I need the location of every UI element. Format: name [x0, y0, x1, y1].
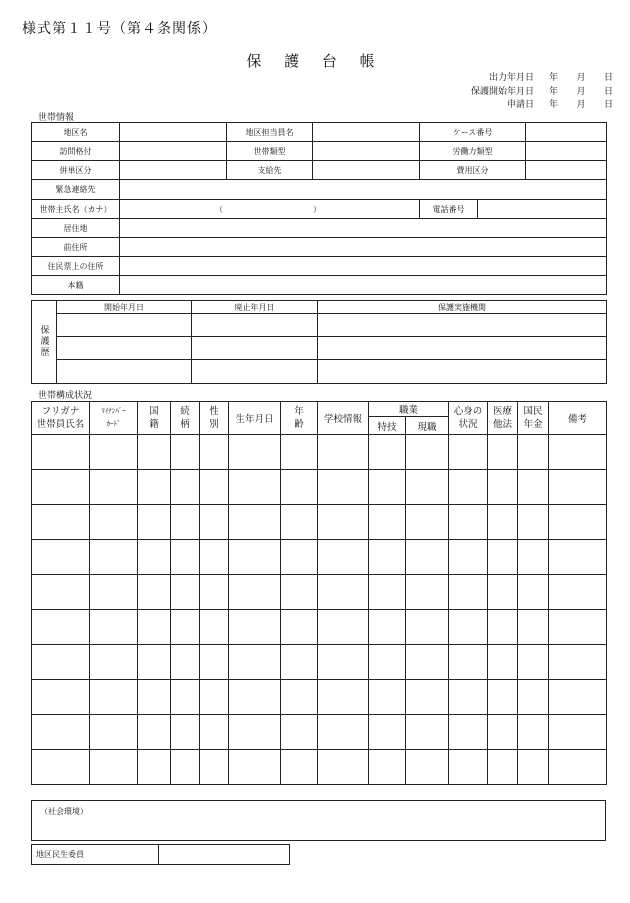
member-cell[interactable] [171, 470, 200, 505]
col-medical-header: 医療 他法 [488, 402, 518, 435]
member-cell[interactable] [406, 470, 449, 505]
col-relation-header: 続 柄 [171, 402, 200, 435]
col-remarks-header: 備考 [549, 402, 607, 435]
member-row [32, 680, 607, 715]
member-cell[interactable] [549, 575, 607, 610]
history-cell[interactable] [192, 360, 318, 384]
history-cell[interactable] [57, 360, 192, 384]
social-environment-box[interactable] [31, 800, 606, 841]
members-table [31, 401, 607, 785]
member-row [32, 470, 607, 505]
member-cell[interactable] [449, 575, 488, 610]
member-cell[interactable] [171, 575, 200, 610]
member-cell[interactable] [488, 435, 518, 470]
member-cell[interactable] [229, 435, 281, 470]
member-row [32, 610, 607, 645]
social-environment-label: （社会環境） [40, 807, 88, 816]
history-cell[interactable] [57, 337, 192, 360]
member-cell[interactable] [229, 575, 281, 610]
member-cell[interactable] [171, 540, 200, 575]
member-cell[interactable] [518, 540, 549, 575]
member-cell[interactable] [449, 540, 488, 575]
work-capacity-type-label: 労働力類型 [420, 142, 526, 161]
member-cell[interactable] [318, 435, 369, 470]
member-cell[interactable] [171, 750, 200, 785]
member-cell[interactable] [318, 470, 369, 505]
member-cell[interactable] [549, 680, 607, 715]
col-pension-header: 国民 年金 [518, 402, 549, 435]
household-info-section-label: 世帯情報 [38, 113, 75, 123]
member-cell[interactable] [32, 505, 90, 540]
member-cell[interactable] [449, 680, 488, 715]
member-cell[interactable] [449, 505, 488, 540]
member-cell[interactable] [549, 715, 607, 750]
member-cell[interactable] [229, 645, 281, 680]
member-row [32, 645, 607, 680]
history-start-date-header: 開始年月日 [57, 301, 192, 314]
household-info-table [31, 122, 607, 295]
member-cell[interactable] [369, 505, 406, 540]
district-worker-value[interactable] [313, 123, 420, 142]
member-cell[interactable] [281, 540, 318, 575]
history-cell[interactable] [192, 337, 318, 360]
member-cell[interactable] [406, 750, 449, 785]
member-cell[interactable] [200, 680, 229, 715]
payee-label: 支給先 [227, 161, 313, 180]
col-name-header: フリガナ 世帯員氏名 [32, 402, 90, 435]
member-cell[interactable] [138, 505, 171, 540]
phone-label: 電話番号 [420, 200, 478, 219]
district-worker-label: 地区担当員名 [227, 123, 313, 142]
member-cell[interactable] [488, 645, 518, 680]
history-cell[interactable] [192, 314, 318, 337]
member-cell[interactable] [406, 505, 449, 540]
case-number-value[interactable] [526, 123, 607, 142]
member-cell[interactable] [138, 610, 171, 645]
member-cell[interactable] [518, 435, 549, 470]
member-cell[interactable] [171, 505, 200, 540]
member-cell[interactable] [171, 715, 200, 750]
member-cell[interactable] [138, 645, 171, 680]
member-cell[interactable] [488, 750, 518, 785]
member-cell[interactable] [281, 470, 318, 505]
member-cell[interactable] [549, 750, 607, 785]
concurrent-value[interactable] [120, 161, 227, 180]
member-cell[interactable] [406, 435, 449, 470]
member-cell[interactable] [318, 540, 369, 575]
member-cell[interactable] [138, 575, 171, 610]
history-cell[interactable] [57, 314, 192, 337]
member-cell[interactable] [369, 715, 406, 750]
member-cell[interactable] [138, 470, 171, 505]
member-cell[interactable] [369, 750, 406, 785]
member-row [32, 715, 607, 750]
col-skill-header: 特技 [369, 417, 406, 435]
member-cell[interactable] [281, 715, 318, 750]
member-cell[interactable] [281, 750, 318, 785]
member-cell[interactable] [281, 645, 318, 680]
member-cell[interactable] [229, 540, 281, 575]
member-cell[interactable] [449, 750, 488, 785]
previous-address-value[interactable] [120, 238, 607, 257]
residence-label: 居住地 [32, 219, 120, 238]
history-cell[interactable] [318, 314, 607, 337]
member-cell[interactable] [200, 645, 229, 680]
member-cell[interactable] [32, 715, 90, 750]
member-cell[interactable] [281, 680, 318, 715]
member-cell[interactable] [518, 575, 549, 610]
domicile-label: 本籍 [32, 276, 120, 295]
member-cell[interactable] [318, 680, 369, 715]
member-cell[interactable] [318, 575, 369, 610]
member-cell[interactable] [229, 610, 281, 645]
member-cell[interactable] [318, 610, 369, 645]
member-cell[interactable] [518, 610, 549, 645]
member-cell[interactable] [171, 645, 200, 680]
col-sex-header: 性 別 [200, 402, 229, 435]
member-cell[interactable] [90, 645, 138, 680]
member-cell[interactable] [488, 470, 518, 505]
member-cell[interactable] [229, 750, 281, 785]
member-cell[interactable] [229, 470, 281, 505]
concurrent-label: 併単区分 [32, 161, 120, 180]
member-cell[interactable] [90, 715, 138, 750]
member-cell[interactable] [549, 645, 607, 680]
member-cell[interactable] [90, 470, 138, 505]
member-cell[interactable] [90, 540, 138, 575]
application-date-units: 年 月 日 [549, 100, 613, 110]
member-cell[interactable] [200, 575, 229, 610]
member-cell[interactable] [229, 505, 281, 540]
col-nationality-header: 国 籍 [138, 402, 171, 435]
members-section-label: 世帯構成状況 [38, 391, 93, 401]
member-cell[interactable] [518, 505, 549, 540]
member-row [32, 540, 607, 575]
household-type-value[interactable] [313, 142, 420, 161]
welfare-commissioner-table [31, 844, 290, 865]
member-cell[interactable] [171, 610, 200, 645]
form-number: 様式第１１号（第４条関係） [22, 21, 217, 37]
expense-category-value[interactable] [526, 161, 607, 180]
member-row [32, 575, 607, 610]
member-cell[interactable] [369, 435, 406, 470]
member-cell[interactable] [90, 610, 138, 645]
history-end-date-header: 廃止年月日 [192, 301, 318, 314]
member-cell[interactable] [518, 470, 549, 505]
member-cell[interactable] [138, 680, 171, 715]
member-cell[interactable] [449, 645, 488, 680]
member-cell[interactable] [406, 715, 449, 750]
member-cell[interactable] [281, 610, 318, 645]
member-cell[interactable] [32, 610, 90, 645]
member-cell[interactable] [32, 435, 90, 470]
col-current-job-header: 現職 [406, 417, 449, 435]
application-date-label: 申請日 [506, 100, 534, 110]
member-cell[interactable] [406, 610, 449, 645]
history-cell[interactable] [318, 360, 607, 384]
welfare-commissioner-value[interactable] [159, 845, 290, 865]
member-cell[interactable] [406, 575, 449, 610]
member-cell[interactable] [488, 505, 518, 540]
member-cell[interactable] [369, 575, 406, 610]
emergency-contact-value[interactable] [120, 180, 607, 200]
member-cell[interactable] [171, 680, 200, 715]
member-cell[interactable] [406, 680, 449, 715]
member-cell[interactable] [90, 680, 138, 715]
col-birth-header: 生年月日 [229, 402, 281, 435]
col-health-header: 心身の 状況 [449, 402, 488, 435]
member-cell[interactable] [200, 470, 229, 505]
member-cell[interactable] [32, 470, 90, 505]
household-type-label: 世帯類型 [227, 142, 313, 161]
residence-value[interactable] [120, 219, 607, 238]
member-cell[interactable] [90, 435, 138, 470]
district-label: 地区名 [32, 123, 120, 142]
member-cell[interactable] [200, 505, 229, 540]
member-cell[interactable] [90, 575, 138, 610]
col-school-header: 学校情報 [318, 402, 369, 435]
paren-close: ） [313, 204, 321, 214]
member-cell[interactable] [32, 575, 90, 610]
member-cell[interactable] [32, 540, 90, 575]
case-number-label: ケース番号 [420, 123, 526, 142]
member-cell[interactable] [90, 750, 138, 785]
welfare-commissioner-label: 地区民生委員 [32, 845, 159, 865]
member-cell[interactable] [449, 610, 488, 645]
member-cell[interactable] [138, 750, 171, 785]
member-cell[interactable] [32, 750, 90, 785]
member-cell[interactable] [138, 715, 171, 750]
member-cell[interactable] [488, 680, 518, 715]
page-title: 保 護 台 帳 [246, 52, 384, 70]
member-cell[interactable] [518, 715, 549, 750]
head-name-value[interactable] [120, 200, 420, 219]
member-cell[interactable] [200, 715, 229, 750]
registered-address-value[interactable] [120, 257, 607, 276]
member-cell[interactable] [138, 435, 171, 470]
history-cell[interactable] [318, 337, 607, 360]
registered-address-label: 住民票上の住所 [32, 257, 120, 276]
member-rows [32, 435, 607, 785]
member-cell[interactable] [200, 435, 229, 470]
member-cell[interactable] [449, 715, 488, 750]
member-cell[interactable] [488, 715, 518, 750]
member-row [32, 750, 607, 785]
col-age-header: 年 齢 [281, 402, 318, 435]
protection-history-side-label: 保護歴 [32, 301, 57, 384]
member-cell[interactable] [90, 505, 138, 540]
member-cell[interactable] [281, 505, 318, 540]
member-cell[interactable] [369, 610, 406, 645]
member-cell[interactable] [318, 645, 369, 680]
member-cell[interactable] [318, 505, 369, 540]
member-cell[interactable] [138, 540, 171, 575]
member-cell[interactable] [200, 540, 229, 575]
member-cell[interactable] [281, 435, 318, 470]
member-cell[interactable] [369, 680, 406, 715]
visit-grade-value[interactable] [120, 142, 227, 161]
member-row [32, 435, 607, 470]
member-cell[interactable] [549, 610, 607, 645]
member-cell[interactable] [318, 750, 369, 785]
member-cell[interactable] [518, 680, 549, 715]
visit-grade-label: 訪問格付 [32, 142, 120, 161]
expense-category-label: 費用区分 [420, 161, 526, 180]
member-cell[interactable] [549, 470, 607, 505]
domicile-value[interactable] [120, 276, 607, 295]
member-cell[interactable] [200, 610, 229, 645]
member-cell[interactable] [32, 680, 90, 715]
phone-value[interactable] [478, 200, 607, 219]
member-cell[interactable] [171, 435, 200, 470]
protection-start-date-label: 保護開始年月日 [470, 87, 534, 97]
member-cell[interactable] [32, 645, 90, 680]
member-cell[interactable] [449, 470, 488, 505]
previous-address-label: 前住所 [32, 238, 120, 257]
member-cell[interactable] [369, 645, 406, 680]
payee-value[interactable] [313, 161, 420, 180]
member-cell[interactable] [406, 540, 449, 575]
member-cell[interactable] [369, 540, 406, 575]
member-cell[interactable] [549, 505, 607, 540]
member-cell[interactable] [518, 750, 549, 785]
member-cell[interactable] [488, 540, 518, 575]
member-cell[interactable] [549, 435, 607, 470]
district-value[interactable] [120, 123, 227, 142]
member-cell[interactable] [318, 715, 369, 750]
member-cell[interactable] [518, 645, 549, 680]
protection-history-table [31, 300, 607, 384]
paren-open: （ [215, 204, 223, 214]
work-capacity-type-value[interactable] [526, 142, 607, 161]
output-date-units: 年 月 日 [549, 73, 613, 83]
protection-start-date-units: 年 月 日 [549, 87, 613, 97]
member-cell[interactable] [369, 470, 406, 505]
member-cell[interactable] [229, 715, 281, 750]
member-cell[interactable] [549, 540, 607, 575]
col-occupation-header: 職業 [369, 402, 449, 417]
col-mynumber-header: ﾏｲﾅﾝﾊﾞｰ ｶｰﾄﾞ [90, 402, 138, 435]
history-agency-header: 保護実施機関 [318, 301, 607, 314]
member-cell[interactable] [488, 610, 518, 645]
member-cell[interactable] [200, 750, 229, 785]
member-cell[interactable] [229, 680, 281, 715]
member-row [32, 505, 607, 540]
member-cell[interactable] [488, 575, 518, 610]
head-name-label: 世帯主氏名（カナ） [32, 200, 120, 219]
member-cell[interactable] [406, 645, 449, 680]
output-date-label: 出力年月日 [488, 73, 534, 83]
emergency-contact-label: 緊急連絡先 [32, 180, 120, 200]
member-cell[interactable] [449, 435, 488, 470]
member-cell[interactable] [281, 575, 318, 610]
